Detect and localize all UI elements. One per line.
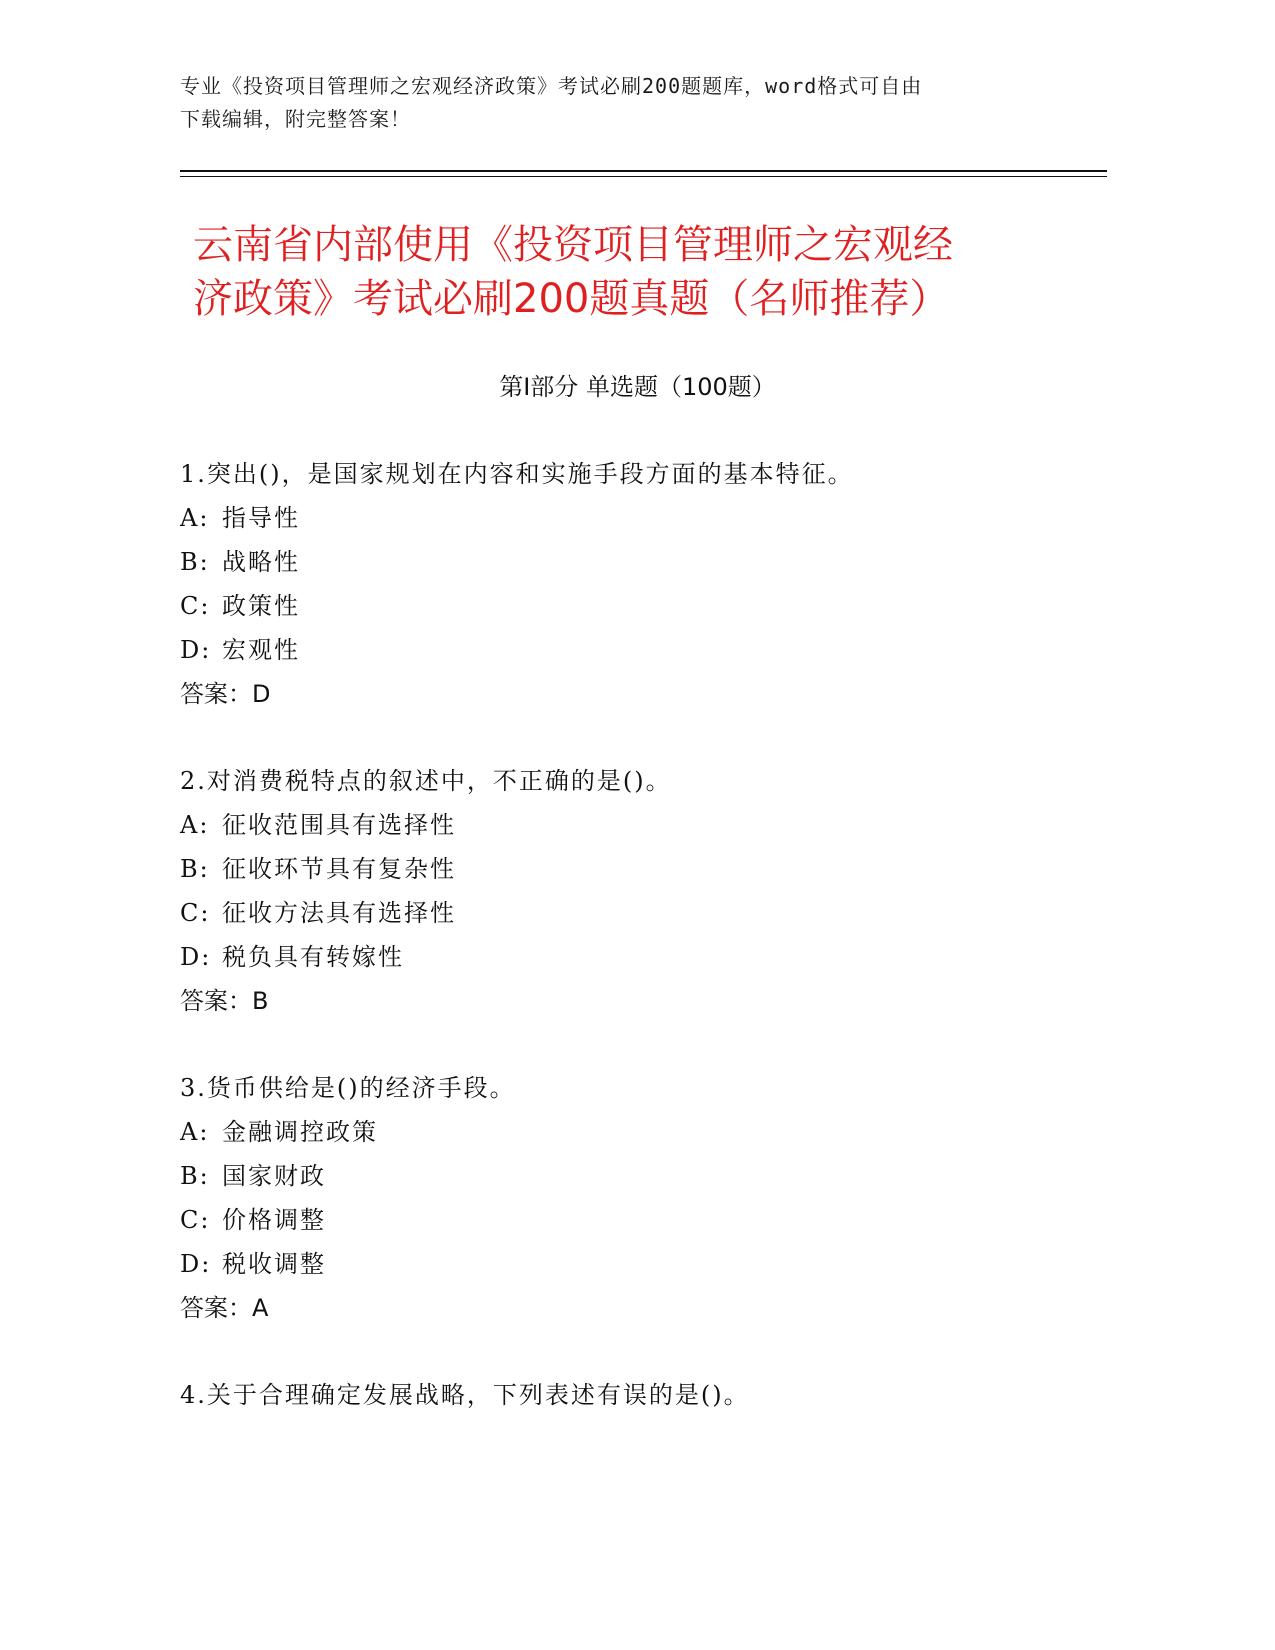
document-title-line-1: 云南省内部使用《投资项目管理师之宏观经 <box>193 222 953 268</box>
question-2 <box>180 759 1140 1023</box>
option-text: 战略性 <box>222 548 300 576</box>
option-text: 宏观性 <box>222 636 300 664</box>
header-note-line-2: 下载编辑，附完整答案！ <box>180 107 411 131</box>
answer-label: 答案： <box>180 680 252 708</box>
option-c <box>180 891 1140 935</box>
option-letter: C: <box>180 592 211 620</box>
document-title <box>193 218 1073 326</box>
option-letter: B: <box>180 855 210 883</box>
answer-line <box>180 1286 1140 1330</box>
question-1 <box>180 452 1140 716</box>
question-list <box>180 452 1140 1460</box>
option-letter: C: <box>180 1206 211 1234</box>
question-3 <box>180 1066 1140 1330</box>
option-text: 税收调整 <box>222 1250 326 1278</box>
option-text: 征收环节具有复杂性 <box>222 855 456 883</box>
option-d <box>180 935 1140 979</box>
question-stem: 2.对消费税特点的叙述中，不正确的是()。 <box>180 767 672 795</box>
option-letter: A: <box>180 1118 210 1146</box>
answer-label: 答案： <box>180 1294 252 1322</box>
option-a <box>180 1110 1140 1154</box>
option-text: 征收范围具有选择性 <box>222 811 456 839</box>
answer-value: A <box>252 1294 269 1322</box>
option-text: 政策性 <box>222 592 300 620</box>
answer-value: B <box>252 987 269 1015</box>
header-note <box>180 70 1060 136</box>
header-note-line-1: 专业《投资项目管理师之宏观经济政策》考试必刷200题题库，word格式可自由 <box>180 74 923 98</box>
option-text: 金融调控政策 <box>222 1118 378 1146</box>
question-4 <box>180 1373 1140 1417</box>
option-d <box>180 628 1140 672</box>
option-text: 国家财政 <box>222 1162 326 1190</box>
option-b <box>180 1154 1140 1198</box>
option-letter: A: <box>180 811 210 839</box>
answer-line <box>180 672 1140 716</box>
option-text: 征收方法具有选择性 <box>222 899 456 927</box>
option-d <box>180 1242 1140 1286</box>
section-heading: 第Ⅰ部分 单选题（100题） <box>499 373 776 401</box>
option-letter: D: <box>180 636 212 664</box>
option-text: 税负具有转嫁性 <box>222 943 404 971</box>
option-c <box>180 584 1140 628</box>
option-a <box>180 496 1140 540</box>
option-letter: A: <box>180 504 210 532</box>
option-a <box>180 803 1140 847</box>
option-letter: D: <box>180 943 212 971</box>
option-b <box>180 540 1140 584</box>
answer-label: 答案： <box>180 987 252 1015</box>
option-text: 价格调整 <box>222 1206 326 1234</box>
option-letter: D: <box>180 1250 212 1278</box>
option-c <box>180 1198 1140 1242</box>
option-letter: B: <box>180 548 210 576</box>
question-stem: 4.关于合理确定发展战略，下列表述有误的是()。 <box>180 1381 750 1409</box>
option-letter: C: <box>180 899 211 927</box>
document-title-line-2: 济政策》考试必刷200题真题（名师推荐） <box>193 276 950 322</box>
header-divider-thick <box>180 170 1107 172</box>
answer-value: D <box>252 680 271 708</box>
option-text: 指导性 <box>222 504 300 532</box>
option-letter: B: <box>180 1162 210 1190</box>
header-divider-thin <box>180 176 1107 177</box>
option-b <box>180 847 1140 891</box>
answer-line <box>180 979 1140 1023</box>
question-stem: 1.突出()，是国家规划在内容和实施手段方面的基本特征。 <box>180 460 854 488</box>
question-stem: 3.货币供给是()的经济手段。 <box>180 1074 516 1102</box>
